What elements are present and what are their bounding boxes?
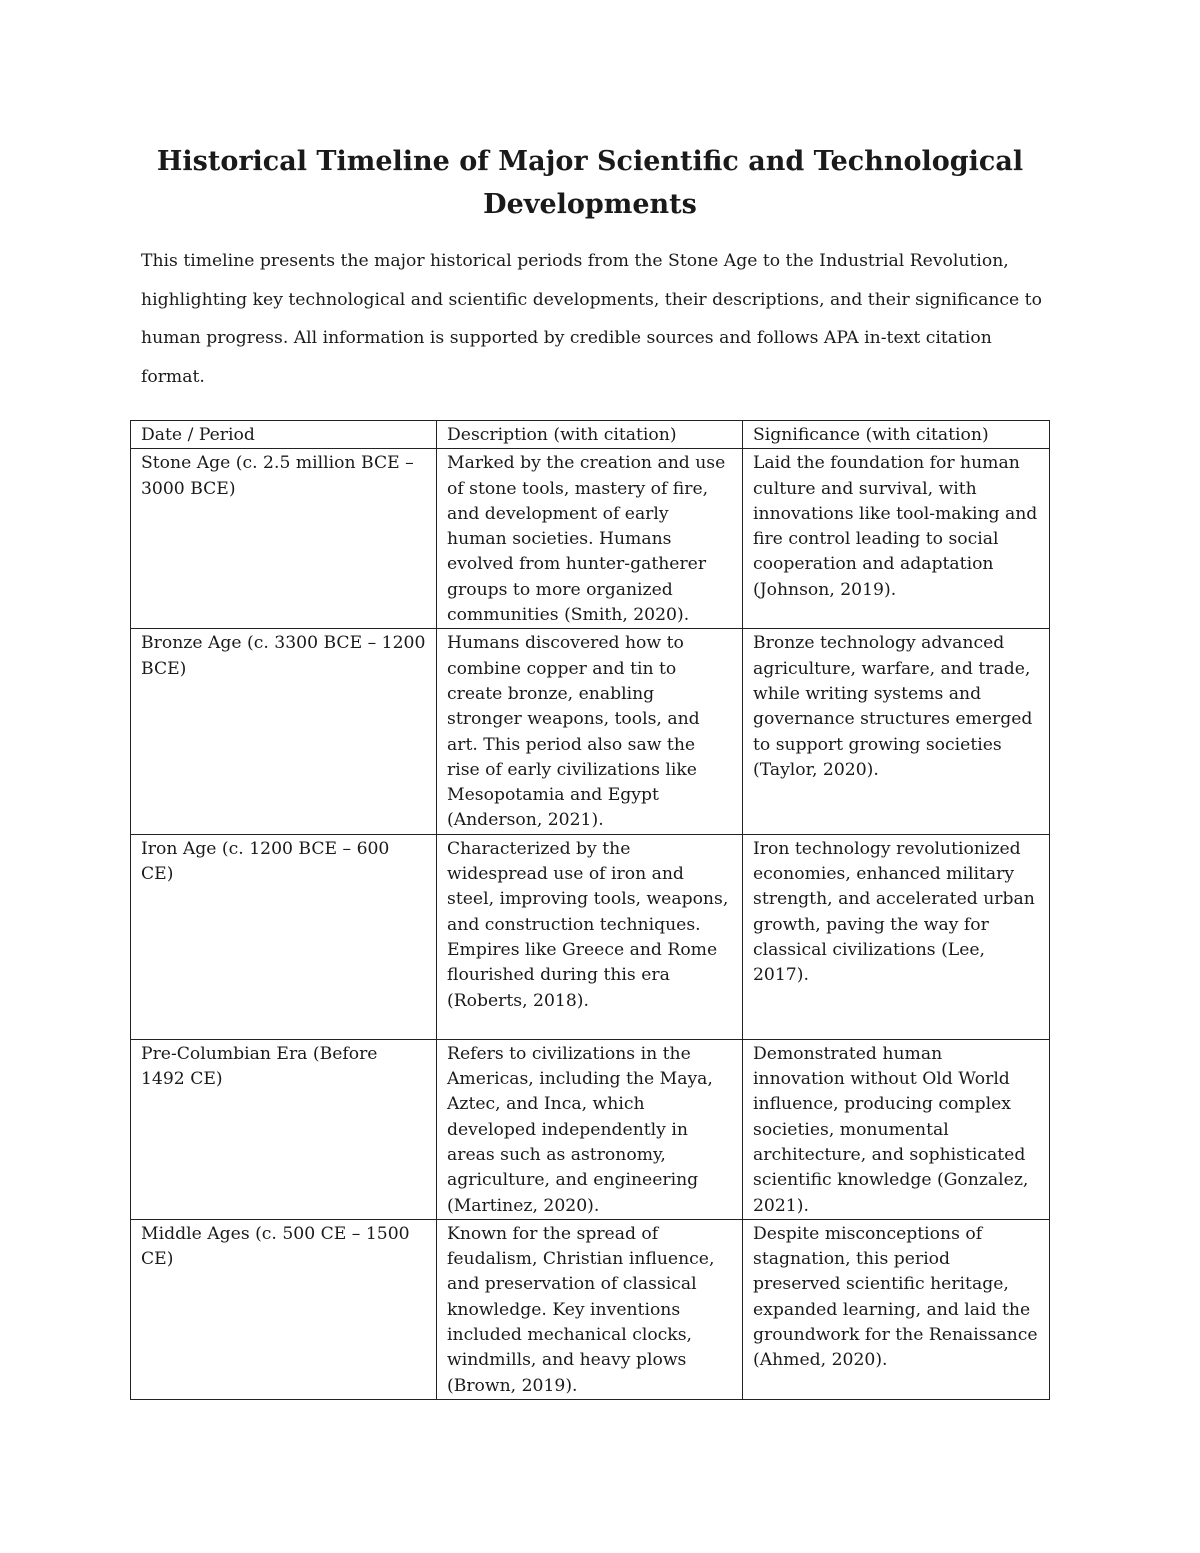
table-row (131, 449, 1050, 629)
table-row (131, 1219, 1050, 1399)
significance-cell: Iron technology revolutionized economies, enhanced military strength, and accelerated urban growth, paving the way for classical civilizations (Lee, 2017). (743, 834, 1050, 1039)
intro-paragraph: This timeline presents the major historical periods from the Stone Age to the Industrial Revolution, highlighting key technological and scientific developments, their descriptions, and their significance to human progress. All information is supported by credible sources and follows APA in-text citation format. (141, 251, 1042, 387)
significance-cell: Bronze technology advanced agriculture, warfare, and trade, while writing systems and governance structures emerged to support growing societies (Taylor, 2020). (743, 629, 1050, 834)
header-date-period: Date / Period (131, 421, 437, 449)
period-cell: Iron Age (c. 1200 BCE – 600 CE) (131, 834, 437, 1039)
table-row (131, 629, 1050, 834)
period-cell: Middle Ages (c. 500 CE – 1500 CE) (131, 1219, 437, 1399)
description-cell: Refers to civilizations in the Americas, including the Maya, Aztec, and Inca, which developed independently in areas such as astronomy, agriculture, and engineering (Martinez, 2020). (437, 1039, 743, 1219)
document-title: Historical Timeline of Major Scientific and Technological Developments (156, 146, 1024, 220)
significance-cell: Despite misconceptions of stagnation, this period preserved scientific heritage, expanded learning, and laid the groundwork for the Renaissance (Ahmed, 2020). (743, 1219, 1050, 1399)
period-cell: Bronze Age (c. 3300 BCE – 1200 BCE) (131, 629, 437, 834)
timeline-table (130, 420, 1050, 1400)
table-row (131, 1039, 1050, 1219)
table-header-row (131, 421, 1050, 449)
period-cell: Pre-Columbian Era (Before 1492 CE) (131, 1039, 437, 1219)
description-cell: Marked by the creation and use of stone tools, mastery of fire, and development of early human societies. Humans evolved from hunter-gatherer groups to more organized communities (Smith, 2020). (437, 449, 743, 629)
significance-cell: Laid the foundation for human culture and survival, with innovations like tool-making and fire control leading to social cooperation and adaptation (Johnson, 2019). (743, 449, 1050, 629)
description-cell: Known for the spread of feudalism, Christian influence, and preservation of classical knowledge. Key inventions included mechanical clocks, windmills, and heavy plows (Brown, 2019). (437, 1219, 743, 1399)
description-cell: Humans discovered how to combine copper and tin to create bronze, enabling stronger weapons, tools, and art. This period also saw the rise of early civilizations like Mesopotamia and Egypt (Anderson, 2021). (437, 629, 743, 834)
period-cell: Stone Age (c. 2.5 million BCE – 3000 BCE) (131, 449, 437, 629)
header-description: Description (with citation) (437, 421, 743, 449)
table-row (131, 834, 1050, 1039)
significance-cell: Demonstrated human innovation without Old World influence, producing complex societies, monumental architecture, and sophisticated scientific knowledge (Gonzalez, 2021). (743, 1039, 1050, 1219)
header-significance: Significance (with citation) (743, 421, 1050, 449)
description-cell: Characterized by the widespread use of iron and steel, improving tools, weapons, and construction techniques. Empires like Greece and Rome flourished during this era (Roberts, 2018). (437, 834, 743, 1039)
